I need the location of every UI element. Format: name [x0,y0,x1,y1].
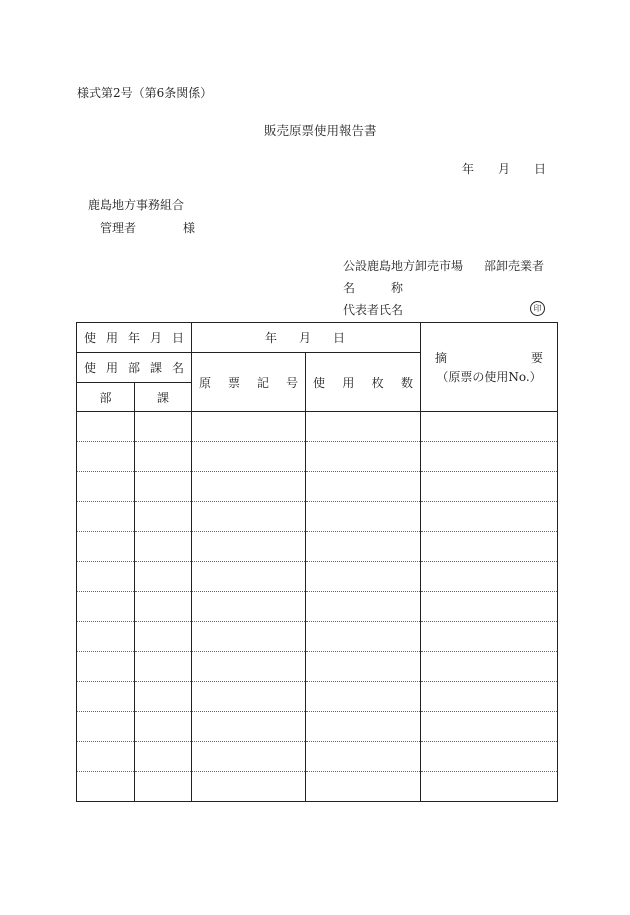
usage-report-table [76,322,558,802]
remarks-subtitle: （原票の使用No.） [436,370,542,384]
year-label: 年 [462,162,475,176]
table-row [77,712,558,742]
document-title: 販売原票使用報告書 [264,123,377,138]
form-number: 様式第2号（第6条関係） [77,86,213,100]
seal-mark: 印 [530,301,545,316]
section-sub-header: 課 [135,383,192,412]
usage-count-header: 使 用 枚 数 [306,353,421,412]
addressee-position: 管理者 [100,221,137,235]
remarks-header: 摘 要 （原票の使用No.） [421,323,558,412]
day-label: 日 [533,162,546,176]
market-name: 公設鹿島地方卸売市場 [343,259,464,273]
table-row [77,472,558,502]
month-label: 月 [497,162,510,176]
usage-date-header: 使 用 年 月 日 [77,323,192,353]
ticket-number-header: 原 票 記 号 [192,353,306,412]
table-row [77,622,558,652]
table-row [77,652,558,682]
table-row [77,742,558,772]
addressee-honorific: 様 [183,221,196,235]
addressee-org: 鹿島地方事務組合 [88,198,185,212]
table-row [77,502,558,532]
table-row [77,412,558,442]
table-row [77,532,558,562]
date-line [462,162,546,176]
table-row [77,442,558,472]
wholesaler-role: 部卸売業者 [484,259,545,273]
dept-sub-header: 部 [77,383,135,412]
usage-date-value: 年 月 日 [192,323,421,353]
table-row [77,682,558,712]
name-label: 名 称 [343,281,403,295]
table-row [77,592,558,622]
table-row [77,562,558,592]
table-row [77,772,558,802]
representative-label: 代表者氏名 [343,303,404,317]
department-header: 使 用 部 課 名 [77,353,192,383]
